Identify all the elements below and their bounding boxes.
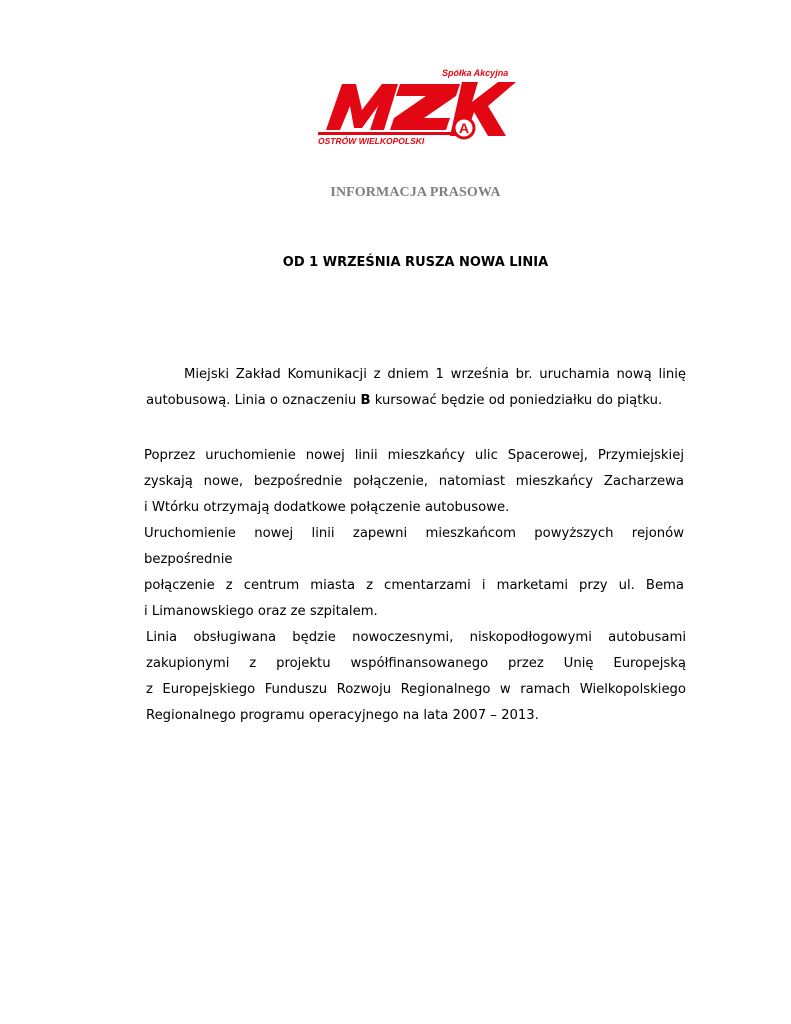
paragraph-2-line-4: Uruchomienie nowej linii zapewni mieszkańcom powyższych rejonów bezpośrednie (144, 526, 684, 567)
logo-bottom-text: OSTRÓW WIELKOPOLSKI (318, 136, 425, 146)
paragraph-1-line-2-end: kursować będzie od poniedziałku do piątku. (370, 393, 663, 408)
paragraph-2-line-5: połączenie z centrum miasta z cmentarzami i marketami przy ul. Bema (144, 578, 684, 593)
paragraph-2-line-2: zyskają nowe, bezpośrednie połączenie, natomiast mieszkańcy Zacharzewa (144, 474, 684, 489)
paragraph-3 (146, 625, 686, 729)
paragraph-1-line-2-start: autobusową. Linia o oznaczeniu (146, 393, 361, 408)
logo-top-text: Spółka Akcyjna (442, 68, 509, 78)
article-title: OD 1 WRZEŚNIA RUSZA NOWA LINIA (282, 255, 549, 270)
paragraph-2-line-3: i Wtórku otrzymają dodatkowe połączenie autobusowe. (144, 500, 510, 515)
paragraph-1-line-2 (146, 388, 686, 414)
paragraph-1-line-1: Miejski Zakład Komunikacji z dniem 1 września br. uruchamia nową linię (184, 367, 686, 382)
paragraph-2-line-1: Poprzez uruchomienie nowej linii mieszkańcy ulic Spacerowej, Przymiejskiej (144, 448, 684, 463)
line-name-bold: B (360, 393, 371, 408)
mzk-logo (312, 66, 518, 150)
paragraph-1 (146, 362, 686, 414)
paragraph-3-line-4: Regionalnego programu operacyjnego na lata 2007 – 2013. (146, 708, 539, 723)
paragraph-3-line-1: Linia obsługiwana będzie nowoczesnymi, niskopodłogowymi autobusami (146, 630, 686, 645)
logo-badge: A (458, 120, 470, 136)
paragraph-3-line-2: zakupionymi z projektu współfinansowanego przez Unię Europejską (146, 656, 686, 671)
paragraph-2 (144, 443, 684, 625)
paragraph-2-line-6: i Limanowskiego oraz ze szpitalem. (144, 604, 378, 619)
paragraph-3-line-3: z Europejskiego Funduszu Rozwoju Regionalnego w ramach Wielkopolskiego (146, 682, 686, 697)
press-release-heading: INFORMACJA PRASOWA (330, 185, 501, 200)
